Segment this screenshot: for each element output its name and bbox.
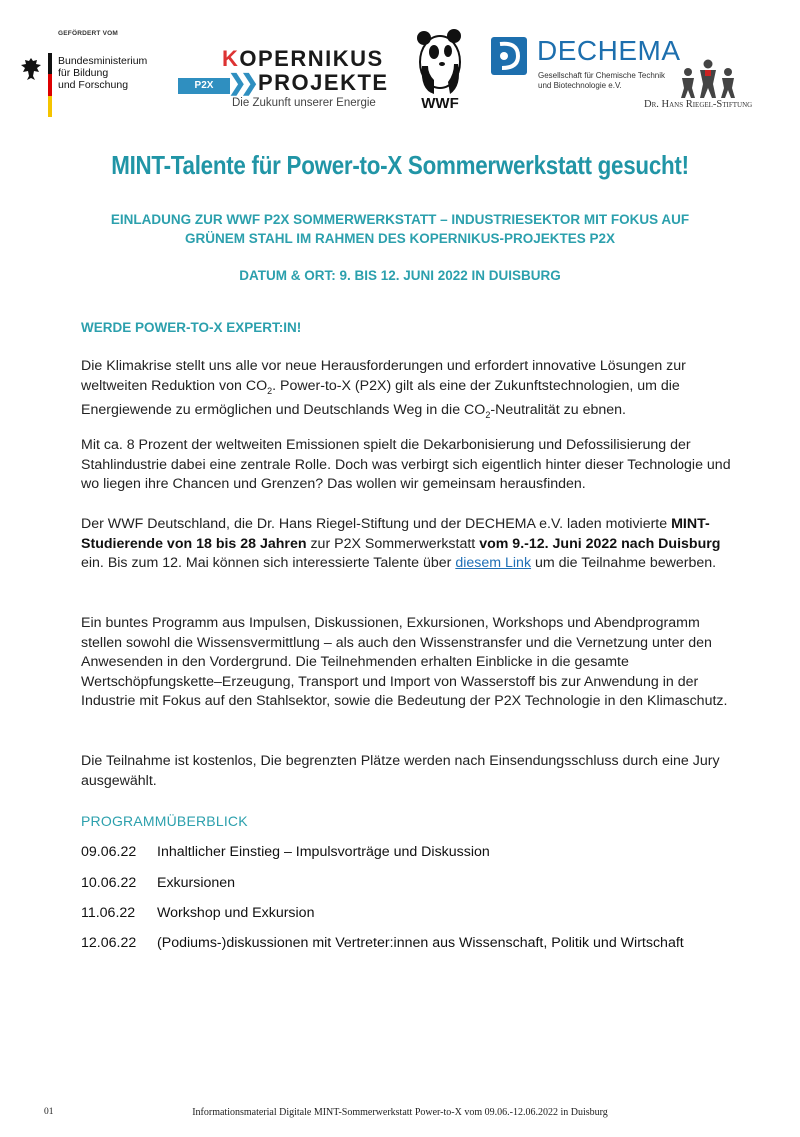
application-link[interactable]: diesem Link [455,555,532,571]
p3-text-c: zur P2X Sommerwerkstatt [306,535,480,552]
kopernikus-p2x-badge: P2X [178,78,230,94]
kopernikus-projekte: PROJEKTE [258,70,389,95]
p1-sub-1: 2 [267,385,273,396]
bmbf-logo-text [58,55,147,91]
paragraph-1 [81,357,731,425]
double-chevron-icon: ❯❯ [228,70,253,95]
paragraph-3 [81,515,731,574]
subtitle-line-2: GRÜNEM STAHL IM RAHMEN DES KOPERNIKUS-PROJEKTES P2X [184,231,616,246]
german-flag-bar [48,53,52,117]
programme-row [81,844,490,860]
p1-sub-2: 2 [485,409,491,420]
programme-text: Workshop und Exkursion [157,905,315,921]
dechema-name: DECHEMA [537,35,681,66]
programme-text: Inhaltlicher Einstieg – Impulsvorträge und Diskussion [157,844,490,860]
p1-text-c: -Neutralität zu ebnen. [490,401,626,418]
programme-text: (Podiums-)diskussionen mit Vertreter:innen aus Wissenschaft, Politik und Wirtschaft [157,935,684,951]
programme-row [81,875,235,891]
dechema-icon [490,36,528,76]
p1-text-a: Die Klimakrise stellt uns alle vor neue Herausforderungen und erfordert innovative Lösungen zur weltweiten Reduktion von CO [81,358,686,394]
riegel-stiftung-label: Dr. Hans Riegel-Stiftung [644,99,753,110]
programme-date: 10.06.22 [81,875,137,891]
programme-text: Exkursionen [157,875,236,891]
p3-bold-date: vom 9.-12. Juni 2022 nach Duisburg [479,535,721,552]
programme-row [81,935,684,951]
kopernikus-logo-title [222,48,384,70]
footer-text: Informationsmaterial Digitale MINT-Sommerwerkstatt Power-to-X vom 09.06.-12.06.2022 in Duisburg [192,1107,608,1118]
programme-row [81,905,314,921]
page-number: 01 [44,1107,54,1117]
kopernikus-tagline: Die Zukunft unserer Energie [232,97,376,109]
wwf-panda-logo [410,24,470,114]
paragraph-5: Die Teilnahme ist kostenlos, Die begrenzten Plätze werden nach Einsendungsschluss durch eine Jury ausgewählt. [81,753,720,789]
kopernikus-k: K [222,46,240,71]
dechema-subtitle [538,71,665,91]
bmbf-line-3: und Forschung [58,79,129,91]
invitation-subtitle [60,210,740,248]
programme-date: 12.06.22 [81,935,137,951]
section-heading: WERDE POWER-TO-X EXPERT:IN! [81,320,302,335]
p3-text-a: Der WWF Deutschland, die Dr. Hans Riegel-Stiftung und der DECHEMA e.V. laden motivierte [81,516,672,532]
bmbf-line-2: für Bildung [58,67,109,79]
federal-eagle-icon [20,56,42,82]
paragraph-2: Mit ca. 8 Prozent der weltweiten Emissionen spielt die Dekarbonisierung und Defossilisierung der Stahlindustrie dabei eine zentrale Rolle. Doch was verbirgt sich eigentlich hinter dieser Technologie und wo liegen ihre Chancen und Grenzen? Das wollen wir gemeinsam herausfinden. [81,437,731,492]
bmbf-line-1: Bundesministerium [58,55,148,67]
programme-date: 09.06.22 [81,844,137,860]
date-location: DATUM & ORT: 9. BIS 12. JUNI 2022 IN DUISBURG [239,268,561,283]
subtitle-line-1: EINLADUNG ZUR WWF P2X SOMMERWERKSTATT – INDUSTRIESEKTOR MIT FOKUS AUF [110,212,690,227]
wwf-text: WWF [421,95,459,112]
dechema-sub-2: und Biotechnologie e.V. [538,81,622,90]
p3-text-e: ein. Bis zum 12. Mai können sich interessierte Talente über [81,555,456,571]
page-title: MINT-Talente für Power-to-X Sommerwerkstatt gesucht! [111,150,689,180]
programme-date: 11.06.22 [81,905,136,921]
paragraph-4: Ein buntes Programm aus Impulsen, Diskussionen, Exkursionen, Workshops und Abendprogramm stellen sowohl die Wissensvermittlung – als auch den Wissenstransfer und die Vernetzung unter den Anwesenden in den Vordergrund. Die Teilnehmenden erhalten Einblicke in die gesamte Wertschöpfungskette–Erzeugung, Transport und Import von Wasserstoff bis zur Anwendung in der Industrie mit Fokus auf den Stahlsektor, sowie die Bedeutung der P2X Technologie in den Klimaschutz. [81,615,728,709]
riegel-children-icon [678,58,738,98]
programme-heading: PROGRAMMÜBERBLICK [81,813,248,829]
dechema-sub-1: Gesellschaft für Chemische Technik [538,71,666,80]
p3-text-f: um die Teilnahme bewerben. [531,555,717,571]
kopernikus-rest: OPERNIKUS [239,46,384,71]
p3-bold-audience: MINT-Studierende von 18 bis 28 Jahren [81,516,710,552]
bmbf-funded-label: GEFÖRDERT VOM [58,30,119,37]
p1-text-b: . Power-to-X (P2X) gilt als eine der Zukunftstechnologien, um die Energiewende zu ermöglichen und Deutschlands Weg in die CO [81,377,680,418]
